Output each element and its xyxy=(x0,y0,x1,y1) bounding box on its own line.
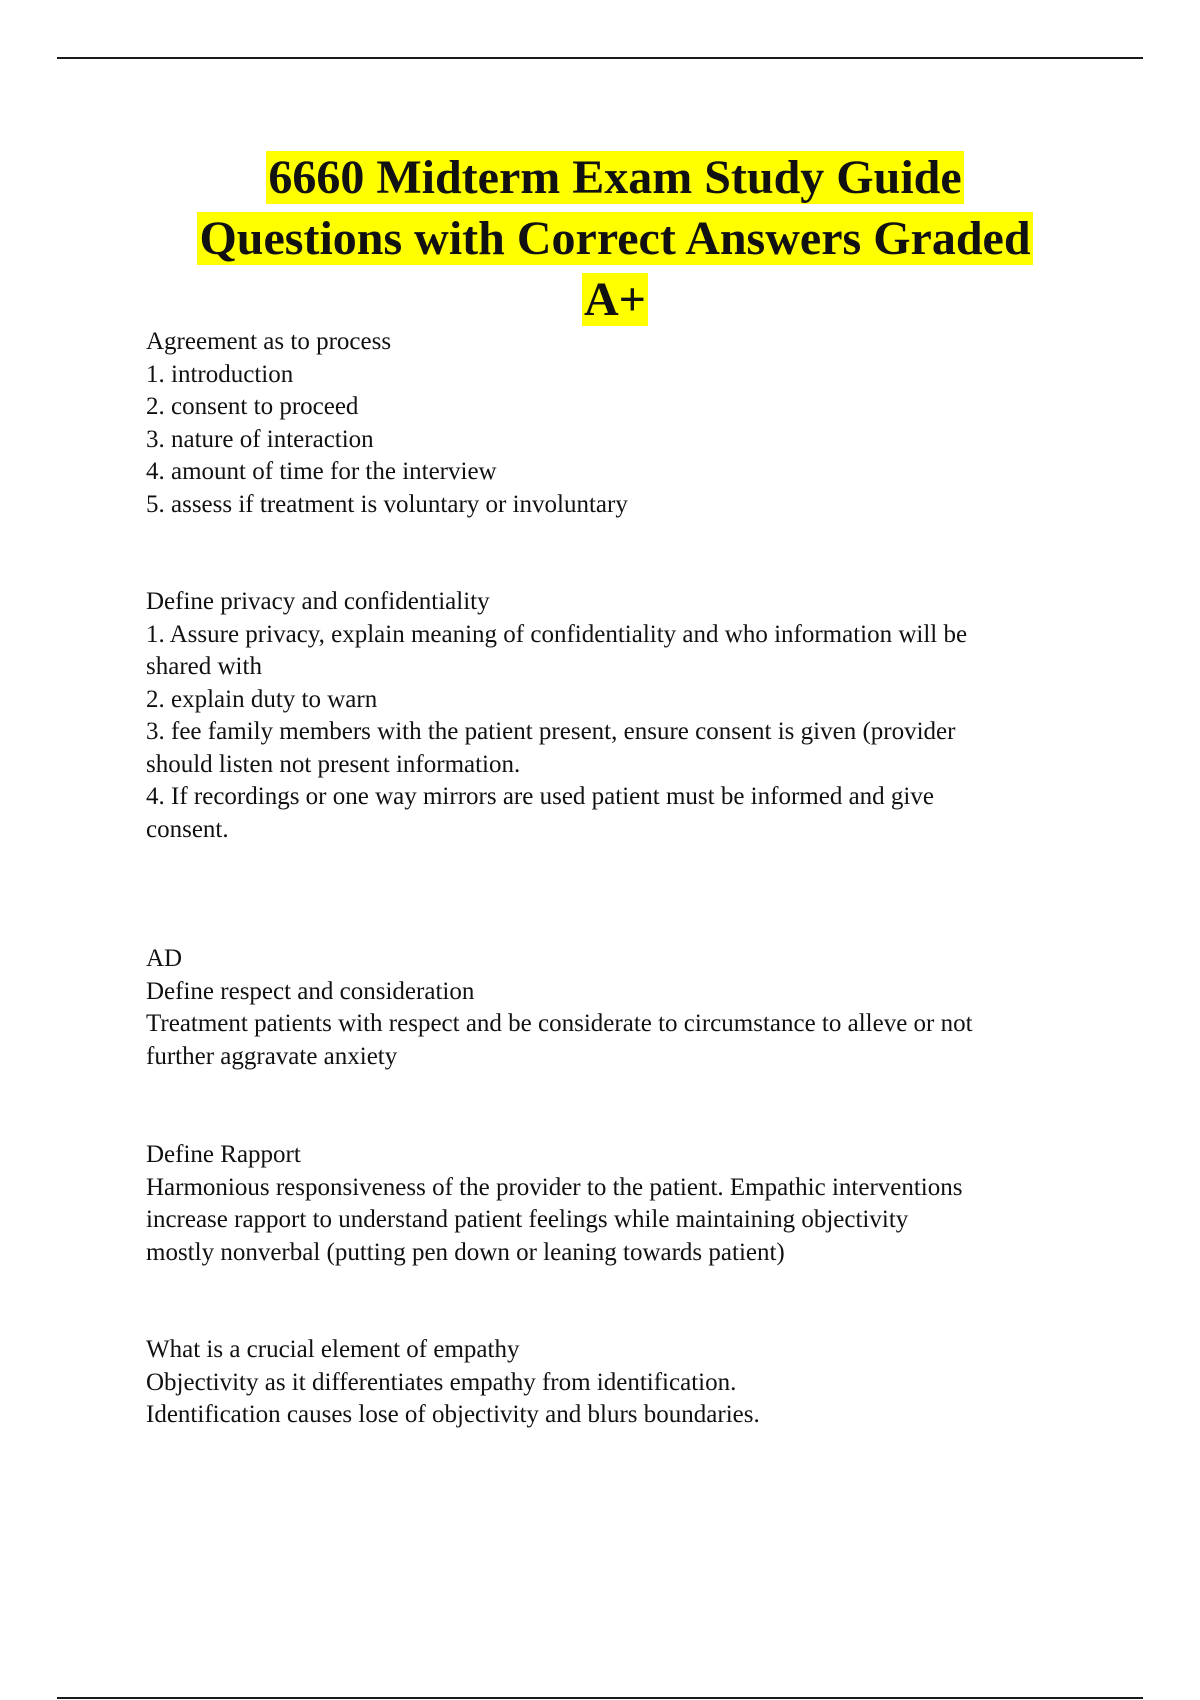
question-heading: Define respect and consideration xyxy=(146,977,475,1005)
title-line: A+ xyxy=(583,273,646,326)
answer-line: 4. amount of time for the interview xyxy=(146,458,497,485)
answer-line: 5. assess if treatment is voluntary or involuntary xyxy=(146,490,628,518)
answer-line: 4. If recordings or one way mirrors are used patient must be informed and give xyxy=(146,783,934,810)
question-heading: Define Rapport xyxy=(146,1141,301,1168)
answer-line: mostly nonverbal (putting pen down or leaning towards patient) xyxy=(146,1238,785,1266)
answer-line: consent. xyxy=(146,815,229,843)
answer-line: 2. explain duty to warn xyxy=(146,685,378,713)
answer-line: shared with xyxy=(146,653,262,680)
question-heading: Agreement as to process xyxy=(146,328,392,355)
question-heading: Define privacy and confidentiality xyxy=(146,588,490,615)
section-label: AD xyxy=(146,945,183,972)
answer-line: Treatment patients with respect and be considerate to circumstance to alleve or not xyxy=(146,1010,973,1037)
section-respect-consideration xyxy=(146,943,1086,1073)
section-agreement-process xyxy=(146,326,1086,521)
answer-line: 3. fee family members with the patient present, ensure consent is given (provider xyxy=(146,718,956,745)
question-heading: What is a crucial element of empathy xyxy=(146,1336,520,1363)
document-title xyxy=(100,147,1130,330)
answer-line: should listen not present information. xyxy=(146,750,521,778)
answer-line: 1. Assure privacy, explain meaning of confidentiality and who information will be xyxy=(146,620,968,648)
answer-line: 1. introduction xyxy=(146,360,294,388)
answer-line: Harmonious responsiveness of the provider to the patient. Empathic interventions xyxy=(146,1173,963,1201)
answer-line: 2. consent to proceed xyxy=(146,393,359,420)
answer-line: 3. nature of interaction xyxy=(146,425,374,453)
header-rule xyxy=(57,57,1143,59)
footer-rule xyxy=(57,1697,1143,1699)
title-line: Questions with Correct Answers Graded xyxy=(199,212,1031,265)
title-line: 6660 Midterm Exam Study Guide xyxy=(268,151,962,204)
section-rapport xyxy=(146,1139,1086,1269)
answer-line: increase rapport to understand patient feelings while maintaining objectivity xyxy=(146,1206,909,1233)
answer-line: further aggravate anxiety xyxy=(146,1042,398,1070)
answer-line: Identification causes lose of objectivity and blurs boundaries. xyxy=(146,1401,760,1428)
section-empathy xyxy=(146,1334,1086,1432)
section-privacy-confidentiality xyxy=(146,586,1086,846)
answer-line: Objectivity as it differentiates empathy from identification. xyxy=(146,1368,737,1396)
